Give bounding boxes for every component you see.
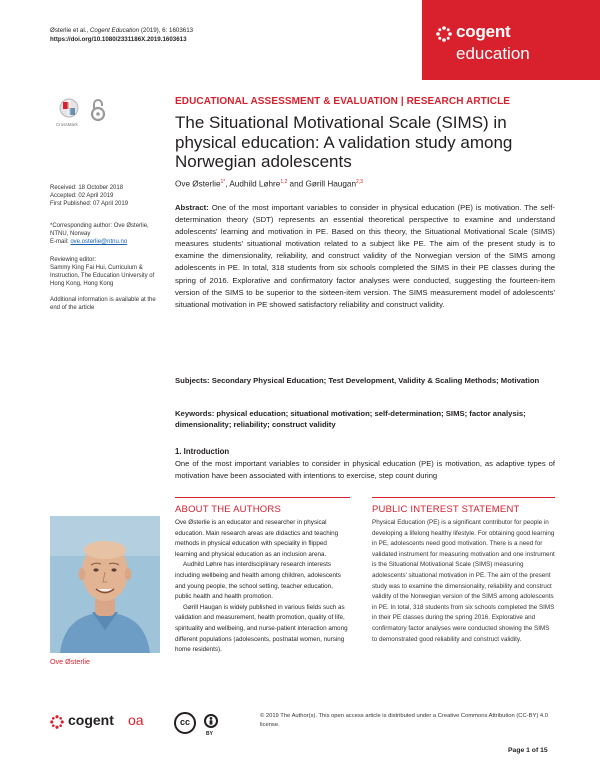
email-label: E-mail: <box>50 239 71 245</box>
public-interest-heading: PUBLIC INTEREST STATEMENT <box>372 504 520 515</box>
reviewing-label: Reviewing editor: <box>50 257 97 263</box>
author-bio: Audhild Løhre has interdisciplinary research interests including wellbeing and health among children, adolescents and young people, the school setting, teacher education, public health and health promotion. <box>175 561 341 601</box>
cogent-star-icon <box>50 715 64 729</box>
email-link[interactable]: ove.osterlie@ntnu.no <box>70 239 128 245</box>
subjects: Subjects: Secondary Physical Education; Test Development, Validity & Scaling Methods; Motivation <box>175 376 540 385</box>
author-affiliation: 1* <box>220 179 226 185</box>
journal-brand <box>422 0 600 80</box>
author-affiliation: 2,3 <box>356 179 363 185</box>
additional-info: Additional information is available at the end of the article <box>50 297 156 311</box>
page-number: Page 1 of 15 <box>508 747 548 754</box>
brand-cogent: cogent <box>456 22 511 41</box>
divider <box>372 497 555 498</box>
cc-license-badge[interactable] <box>174 712 254 742</box>
author-bio: Ove Østerlie is an educator and researcher in physical education. Main research areas are didactics and teaching methods in physical education with speciality in flipped learning and physical education as an inclusion arena. <box>175 519 339 558</box>
article-title: The Situational Motivational Scale (SIMS) in physical education: A validation study among Norwegian adolescents <box>175 113 513 171</box>
article-dates <box>50 184 162 208</box>
by-label: BY <box>206 731 213 737</box>
intro-heading: 1. Introduction <box>175 447 230 456</box>
public-interest-text: Physical Education (PE) is a significant contributor for people in developing a lifelong healthy lifestyle. For obtaining good learning in PE, adolescents need good motivation. There is a need for validated instrument for measuring motivation and one instrument is the Situational Motivational Scale (SIMS) measuring adolescents' situational motivation in PE. The aim of the present study was to examine the dimensionality, reliability and construct validity of the Norwegian version of the SIMS among adolescents in PE. In total, 318 students from six schools completed the SIMS in their PE classes during the spring 2016. Explorative and confirmatory factor analyses were conducted showing the SIMS to demonstrated good reliability and construct validity. <box>372 519 555 643</box>
logo-oa: oa <box>128 712 144 728</box>
cogent-oa-logo <box>50 712 160 732</box>
author-list: Ove Østerlie$^{1*}$, Audhild Løhre$^{1,2}$ and Gørill Haugan$^{2,3}$ <box>175 179 363 189</box>
abstract-text: One of the most important variables to consider in physical education (PE) is motivation. The self-determination theory (SDT) represents an essential theoretical perspective to examine and understand adolescents' learning and motivation in PE. Based on this theory, the Situational Motivational Scale (SIMS) measures students' situational motivation related to a subject like PE. The aim of the present study is to examine the dimensionality, reliability, and construct validity of the Norwegian version of the SIMS among adolescents in PE. In total, 318 students from six schools completed the SIMS in their PE classes during the spring of 2016. Explorative and confirmatory factor analyses were conducted, suggesting the fourteen-item version of the SIMS to be superior to the sixteen-item version. The SIMS measurement model of adolescents' situational motivation in PE showed satisfactory reliability and construct validity. <box>175 203 555 309</box>
received-date: Received: 18 October 2018 <box>50 185 124 191</box>
corresponding-author <box>50 222 162 246</box>
author-photo <box>50 516 160 653</box>
accepted-date: Accepted: 02 April 2019 <box>50 193 114 199</box>
license-text: © 2019 The Author(s). This open access article is distributed under a Creative Commons Attribution (CC-BY) 4.0 license. <box>260 713 548 728</box>
citation-authors: Østerlie et al., <box>50 27 90 34</box>
citation-line <box>50 26 193 35</box>
brand-education: education <box>456 44 530 63</box>
author-name[interactable]: Audhild Løhre <box>229 179 281 189</box>
keywords: Keywords: physical education; situational motivation; self-determination; SIMS; factor analysis; dimensionality; reliability; construct validity <box>175 409 526 429</box>
citation-header <box>50 26 193 44</box>
author-name[interactable]: Ove Østerlie <box>175 179 221 189</box>
logo-word: cogent <box>68 712 114 728</box>
citation-journal: Cogent Education <box>89 27 140 34</box>
about-authors-text <box>175 518 350 656</box>
divider <box>175 497 350 498</box>
cc-icon: cc <box>174 712 196 734</box>
badges <box>58 98 118 128</box>
doi-link[interactable]: https://doi.org/10.1080/2331186X.2019.1603613 <box>50 36 187 43</box>
photo-caption: Ove Østerlie <box>50 657 90 666</box>
author-name[interactable]: Gørill Haugan <box>305 179 357 189</box>
abstract <box>175 202 555 311</box>
by-attribution-icon <box>204 714 218 728</box>
crossmark-label: CrossMark <box>56 122 78 127</box>
cogent-star-icon <box>436 26 452 42</box>
article-category: EDUCATIONAL ASSESSMENT & EVALUATION | RESEARCH ARTICLE <box>175 96 511 107</box>
abstract-label: Abstract: <box>175 203 212 212</box>
about-authors-heading: ABOUT THE AUTHORS <box>175 504 281 515</box>
author-conjunction: and <box>287 179 306 189</box>
crossmark-icon[interactable] <box>58 98 80 122</box>
author-affiliation: 1,2 <box>280 179 288 185</box>
author-bio: Gørill Haugan is widely published in various fields such as validation and measurement, health promotion, quality of life, spirituality and wellbeing, and nurse-patient interaction among different populations (adolescents, postnatal women, nursing home residents). <box>175 603 348 654</box>
corresponding-text: *Corresponding author: Ove Østerlie, NTNU, Norway <box>50 223 149 237</box>
intro-text: One of the most important variables to consider in physical education (PE) is motivation, as adaptive types of motivation have been associated with intentions to exercise, step count during <box>175 459 555 480</box>
citation-volume: (2019), 6: 1603613 <box>139 27 194 34</box>
published-date: First Published: 07 April 2019 <box>50 201 129 207</box>
open-access-icon <box>90 98 106 122</box>
reviewer-name: Sammy King Fai Hui, Curriculum & Instruction, The Education University of Hong Kong, Hong Kong <box>50 265 155 287</box>
portrait-image <box>50 516 160 653</box>
email-line <box>50 238 162 246</box>
reviewing-editor <box>50 256 162 288</box>
